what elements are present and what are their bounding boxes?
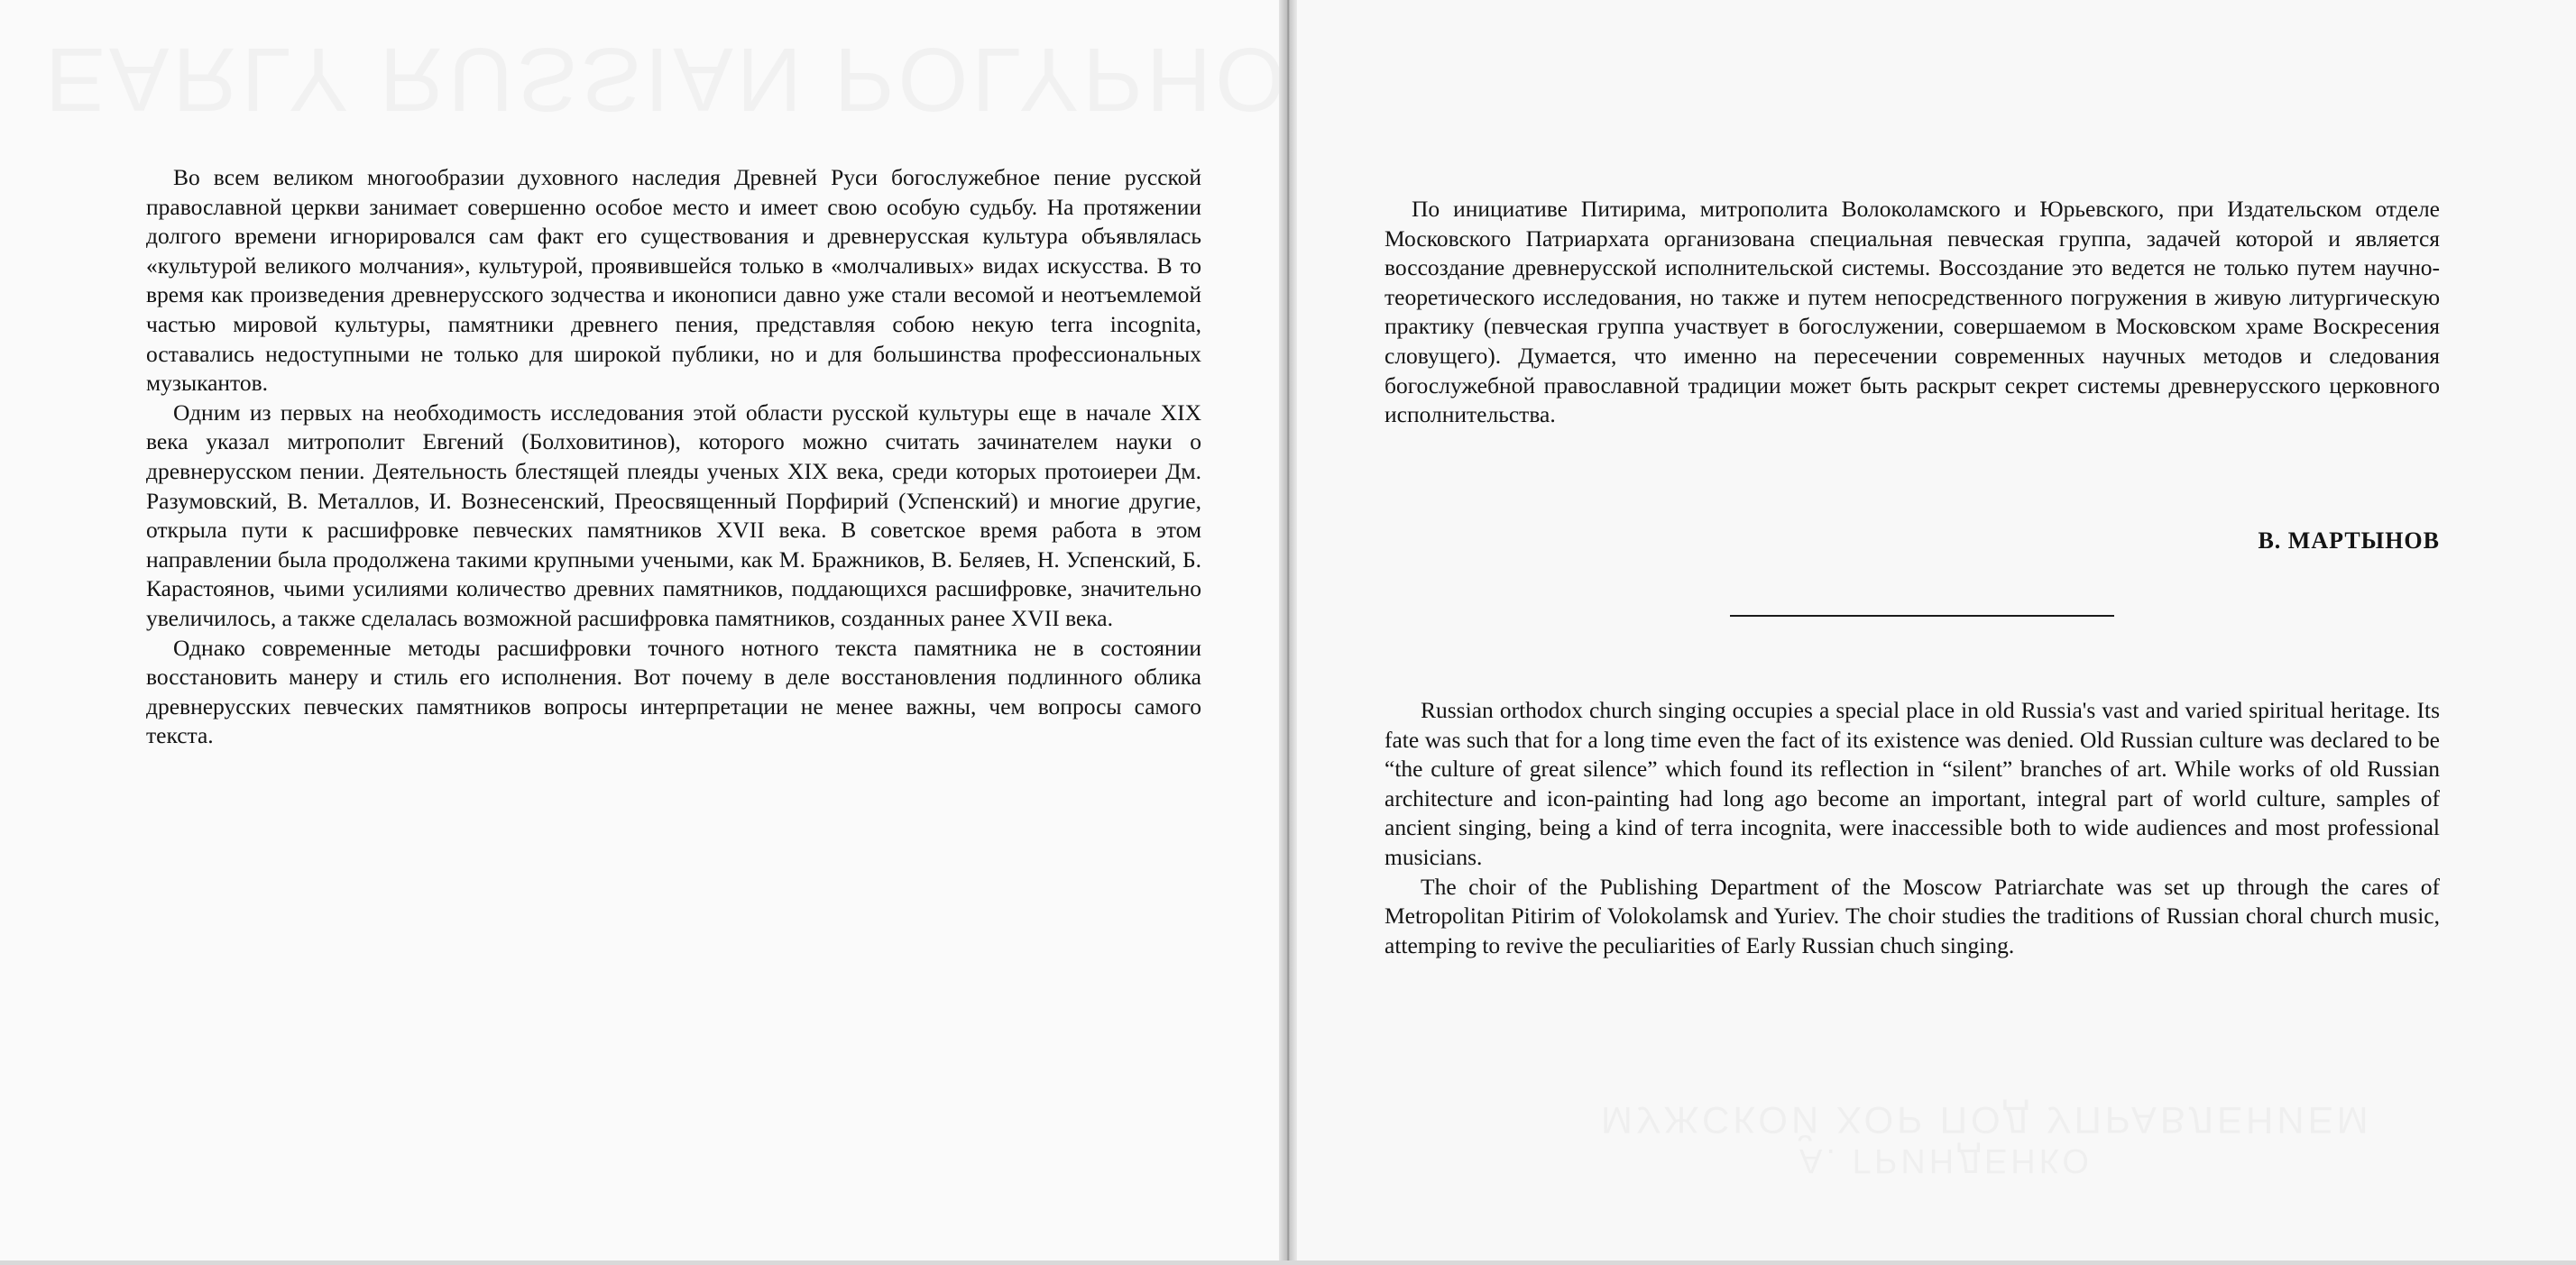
left-page [0, 0, 1279, 1265]
english-paragraph-2: The choir of the Publishing Department of the Moscow Patriarchate was set up through the cares of Metropolitan Pitirim of Volokolamsk and Yuriev. The choir studies the traditions of Russian choral church music, attemping to revive the peculiarities of Early Russian chuch singing. [1385, 873, 2440, 958]
author-signature: В. МАРТЫНОВ [2258, 527, 2440, 554]
watermark-choir-line [1601, 1098, 2372, 1141]
watermark-conductor-line [1799, 1141, 2093, 1179]
right-russian-paragraph: По инициативе Питирима, митрополита Волоколамского и Юрьевского, при Издательском отделе Московского Патриархата организована специальная певческая группа, задачей которой и является воссоздание древнерусской исполнительской системы. Воссоздание это ведется не только путем научно-теоретического исследования, но также и путем непосредственного погружения в живую литургическую практику (певческая группа участвует в богослужении, совершаемом в Московском храме Воскресения словущего). Думается, что именно на пересечении современных научных методов и следования богослужебной православной традиции может быть раскрыт секрет системы древнерусского церковного исполнительства. [1385, 196, 2440, 428]
english-paragraph-1: Russian orthodox church singing occupies a special place in old Russia's vast and varied spiritual heritage. Its fate was such that for a long time even the fact of its existence was denied. Old Russian culture was declared to be “the culture of great silence” which found its reflection in “silent” branches of art. While works of old Russian architecture and icon-painting had long ago become an important, integral part of world culture, samples of ancient singing, being a kind of terra incognita, were inaccessible both to wide audiences and most professional musicians. [1385, 697, 2440, 870]
section-divider [1730, 615, 2114, 617]
center-fold [1279, 0, 1297, 1265]
left-paragraph-1: Во всем великом многообразии духовного наследия Древней Руси богослужебное пение русской православной церкви занимает совершенно особое место и имеет свою особую судьбу. На протяжении долгого времени игнорировался сам факт его существования и древнерусская культура объявлялась «культурой великого молчания», культурой, проявившейся только в «молчаливых» видах искусства. В то время как произведения древнерусского зодчества и иконописи давно уже стали весомой и неотъемлемой частью мировой культуры, памятники древнего пения, представляя собою некую terra incognita, оставались недоступными не только для широкой публики, но и для большинства профессиональных музыкантов. [146, 164, 1201, 397]
left-text-block [146, 163, 1201, 751]
page-bottom-edge [0, 1260, 2576, 1265]
left-paragraph-3: Однако современные методы расшифровки точного нотного текста памятника не в состоянии восстановить манеру и стиль его исполнения. Вот почему в деле восстановления подлинного облика древнерусских певческих памятников вопросы интерпретации не менее важны, чем вопросы самого текста. [146, 634, 1201, 749]
left-paragraph-2: Одним из первых на необходимость исследования этой области русской культуры еще в начале XIX века указал митрополит Евгений (Болховитинов), которого можно считать зачинателем науки о древнерусском пении. Деятельность блестящей плеяды ученых XIX века, среди которых протоиереи Дм. Разумовский, В. Металлов, И. Вознесенский, Преосвященный Порфирий (Успенский) и многие другие, открыла пути к расшифровке певческих памятников XVII века. В советское время работа в этом направлении была продолжена такими крупными учеными, как М. Бражников, В. Беляев, Н. Успенский, Б. Карастоянов, чьими усилиями количество древних памятников, поддающихся расшифровке, значительно увеличилось, а также сделалась возможной расшифровка памятников, созданных ранее XVII века. [146, 399, 1201, 631]
watermark-title [45, 27, 1279, 131]
right-page [1297, 0, 2576, 1265]
right-russian-text-block [1385, 195, 2440, 430]
right-english-text-block [1385, 696, 2440, 960]
